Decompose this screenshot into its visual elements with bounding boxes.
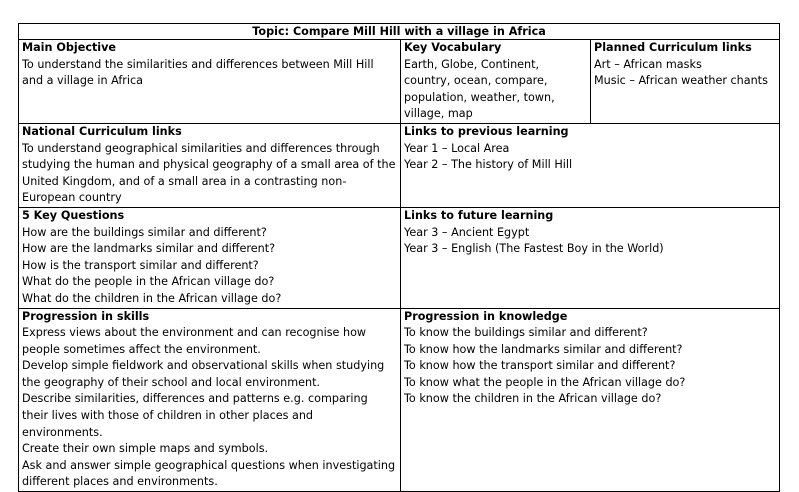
main-objective-cell (19, 40, 401, 124)
progression-knowledge-item: To know how the landmarks similar and different? (404, 342, 683, 356)
national-curriculum-heading: National Curriculum links (22, 124, 182, 138)
key-questions-heading: 5 Key Questions (22, 208, 125, 222)
progression-knowledge-item: To know how the transport similar and different? (404, 359, 676, 373)
previous-learning-heading: Links to previous learning (404, 124, 569, 138)
key-vocabulary-text: Earth, Globe, Continent, country, ocean, compare, population, weather, town, village, map (404, 57, 555, 121)
previous-learning-item: Year 1 – Local Area (404, 141, 510, 155)
main-objective-text: To understand the similarities and differences between Mill Hill and a village in Africa (22, 57, 374, 88)
progression-knowledge-item: To know what the people in the African village do? (404, 375, 686, 389)
key-questions-cell (19, 207, 401, 308)
future-learning-cell (401, 207, 780, 308)
main-objective-heading: Main Objective (22, 41, 117, 54)
future-learning-item: Year 3 – English (The Fastest Boy in the World) (404, 242, 664, 256)
previous-learning-cell (401, 123, 780, 207)
key-vocabulary-heading: Key Vocabulary (404, 41, 502, 54)
future-learning-item: Year 3 – Ancient Egypt (404, 225, 530, 239)
progression-knowledge-item: To know the children in the African village do? (404, 392, 662, 406)
previous-learning-item: Year 2 – The history of Mill Hill (404, 158, 573, 172)
key-vocabulary-cell (401, 40, 591, 124)
progression-skills-cell (19, 308, 401, 492)
progression-skill-item: Ask and answer simple geographical questions when investigating different places and environments. (22, 458, 396, 489)
key-question-item: How is the transport similar and different? (22, 258, 259, 272)
curriculum-links-heading: Planned Curriculum links (594, 41, 752, 54)
future-learning-heading: Links to future learning (404, 208, 554, 222)
progression-skill-item: Create their own simple maps and symbols. (22, 442, 269, 456)
topic-title: Topic: Compare Mill Hill with a village in Africa (19, 24, 780, 40)
key-question-item: What do the children in the African village do? (22, 291, 282, 305)
key-question-item: How are the landmarks similar and different? (22, 242, 276, 256)
progression-skill-item: Express views about the environment and can recognise how people sometimes affect the environment. (22, 326, 367, 356)
curriculum-link-item: Art – African masks (594, 57, 702, 71)
progression-knowledge-cell (401, 308, 780, 492)
curriculum-link-item: Music – African weather chants (594, 74, 768, 88)
progression-skills-heading: Progression in skills (22, 309, 150, 323)
curriculum-links-cell (591, 40, 780, 124)
progression-knowledge-heading: Progression in knowledge (404, 309, 568, 323)
progression-skill-item: Describe similarities, differences and patterns e.g. comparing their lives with those of children in other places and environments. (22, 392, 368, 439)
key-question-item: What do the people in the African village do? (22, 275, 275, 289)
key-question-item: How are the buildings similar and different? (22, 225, 267, 239)
national-curriculum-cell (19, 123, 401, 207)
planning-table (18, 23, 780, 492)
progression-knowledge-item: To know the buildings similar and different? (404, 326, 648, 340)
national-curriculum-text: To understand geographical similarities and differences through studying the human and physical geography of a small area of the United Kingdom, and of a small area in a contrasting non-European country (22, 141, 396, 205)
progression-skill-item: Develop simple fieldwork and observational skills when studying the geography of their school and local environment. (22, 359, 385, 389)
